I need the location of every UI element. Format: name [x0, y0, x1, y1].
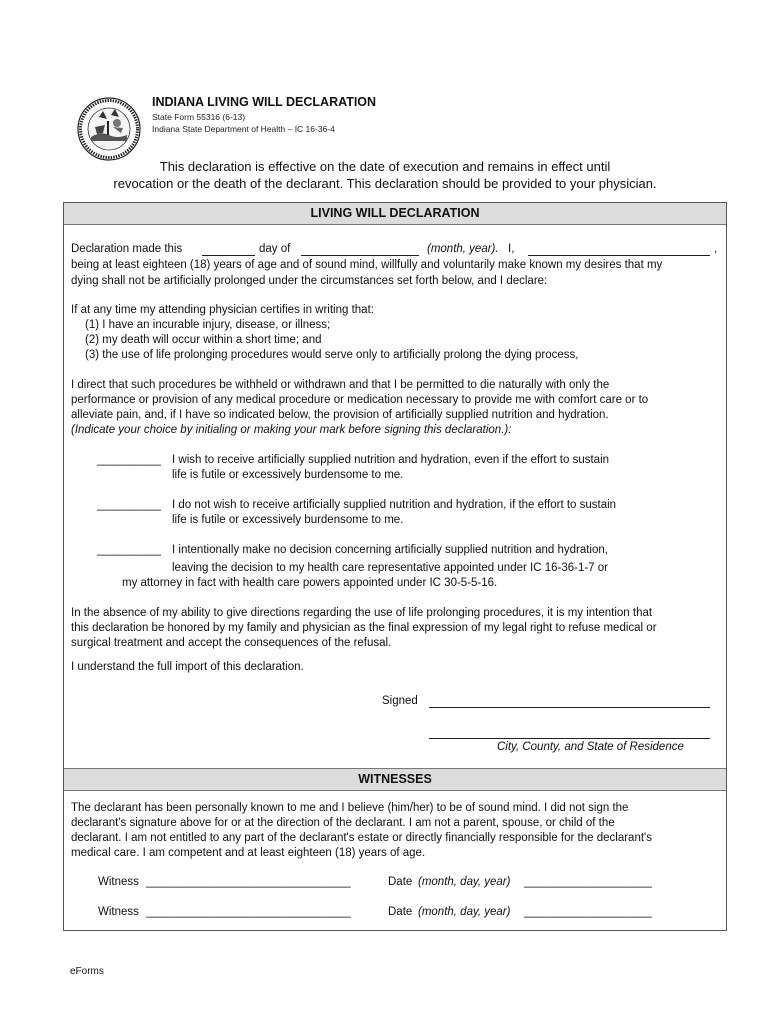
witness-statement: The declarant has been personally known to me and I believe (him/her) to be of sound mind. I did not sign the [71, 802, 629, 814]
residence-label: City, County, and State of Residence [497, 741, 684, 753]
choice-c-text: I intentionally make no decision concerning artificially supplied nutrition and hydration, [172, 544, 608, 556]
comma: , [714, 243, 718, 255]
witness-2-field[interactable]: ________________________________ [146, 906, 351, 918]
witness-statement: declarant's signature above for or at the direction of the declarant. I am not a parent, spouse, or child of the [71, 817, 615, 829]
form-number: State Form 55316 (6-13) [152, 112, 246, 122]
witness-2-date-field[interactable]: ____________________ [524, 906, 652, 918]
form-frame [63, 202, 727, 931]
witness-statement: declarant. I am not entitled to any part of the declarant's estate or directly financially responsible for the declarant's [71, 832, 652, 844]
condition-3: (3) the use of life prolonging procedures would serve only to artificially prolong the dying process, [85, 349, 579, 361]
witness-label: Witness [98, 906, 139, 918]
indiana-state-seal [77, 97, 141, 161]
signature-field[interactable] [429, 707, 710, 708]
choice-b-text: life is futile or excessively burdensome to me. [172, 514, 404, 526]
choice-b-text: I do not wish to receive artificially supplied nutrition and hydration, if the effort to sustain [172, 499, 617, 511]
date-hint: (month, day, year) [418, 906, 511, 918]
living-will-section-header: LIVING WILL DECLARATION [64, 203, 726, 225]
choice-c-text: my attorney in fact with health care powers appointed under IC 30-5-5-16. [122, 577, 498, 589]
declarant-name-field[interactable] [528, 255, 710, 256]
i-label: I, [508, 243, 515, 255]
day-of-label: day of [259, 243, 291, 255]
choice-c-text: leaving the decision to my health care representative appointed under IC 16-36-1-7 or [172, 562, 608, 574]
choice-instruction: (Indicate your choice by initialing or making your mark before signing this declaration.): [71, 424, 512, 436]
declaration-made-this-label: Declaration made this [71, 243, 183, 255]
witness-statement: medical care. I am competent and at least eighteen (18) years of age. [71, 847, 426, 859]
witnesses-section-header: WITNESSES [64, 768, 726, 791]
intro-text: This declaration is effective on the date of execution and remains in effect until revocation or the death of the declarant. This declaration should be provided to your physician. [113, 159, 657, 191]
witness-1-date-field[interactable]: ____________________ [524, 876, 652, 888]
condition-2: (2) my death will occur within a short time; and [85, 334, 322, 346]
understand-text: I understand the full import of this declaration. [71, 661, 304, 673]
form-title: INDIANA LIVING WILL DECLARATION [152, 95, 377, 109]
absence-text: surgical treatment and accept the consequences of the refusal. [71, 637, 392, 649]
choice-a-initial-field[interactable]: __________ [97, 454, 161, 466]
choice-b-initial-field[interactable]: __________ [97, 499, 161, 511]
absence-text: this declaration be honored by my family and physician as the final expression of my legal right to refuse medical or [71, 622, 657, 634]
day-field[interactable] [202, 255, 255, 256]
declaration-text: being at least eighteen (18) years of age and of sound mind, willfully and voluntarily make known my desires that my [71, 259, 663, 271]
direction-text: alleviate pain, and, if I have so indicated below, the provision of artificially supplied nutrition and hydration. [71, 409, 609, 421]
date-label: Date [388, 876, 413, 888]
month-year-field[interactable] [301, 255, 419, 256]
condition-1: (1) I have an incurable injury, disease, or illness; [85, 319, 331, 331]
choice-a-text: I wish to receive artificially supplied nutrition and hydration, even if the effort to sustain [172, 454, 610, 466]
direction-text: performance or provision of any medical procedure or medication necessary to provide me with comfort care or to [71, 394, 649, 406]
choice-a-text: life is futile or excessively burdensome to me. [172, 469, 404, 481]
eforms-brand: eForms [70, 966, 104, 977]
declaration-text: dying shall not be artificially prolonged under the circumstances set forth below, and I declare: [71, 275, 548, 287]
absence-text: In the absence of my ability to give directions regarding the use of life prolonging procedures, it is my intention that [71, 607, 653, 619]
witness-1-field[interactable]: ________________________________ [146, 876, 351, 888]
choice-c-initial-field[interactable]: __________ [97, 544, 161, 556]
date-label: Date [388, 906, 413, 918]
witness-label: Witness [98, 876, 139, 888]
issuing-agency: Indiana State Department of Health – IC 16-36-4 [152, 124, 335, 134]
month-year-hint: (month, year). [427, 243, 499, 255]
date-hint: (month, day, year) [418, 876, 511, 888]
residence-field[interactable] [429, 738, 710, 739]
conditions-intro: If at any time my attending physician certifies in writing that: [71, 304, 374, 316]
signed-label: Signed [382, 695, 418, 707]
direction-text: I direct that such procedures be withheld or withdrawn and that I be permitted to die naturally with only the [71, 379, 610, 391]
